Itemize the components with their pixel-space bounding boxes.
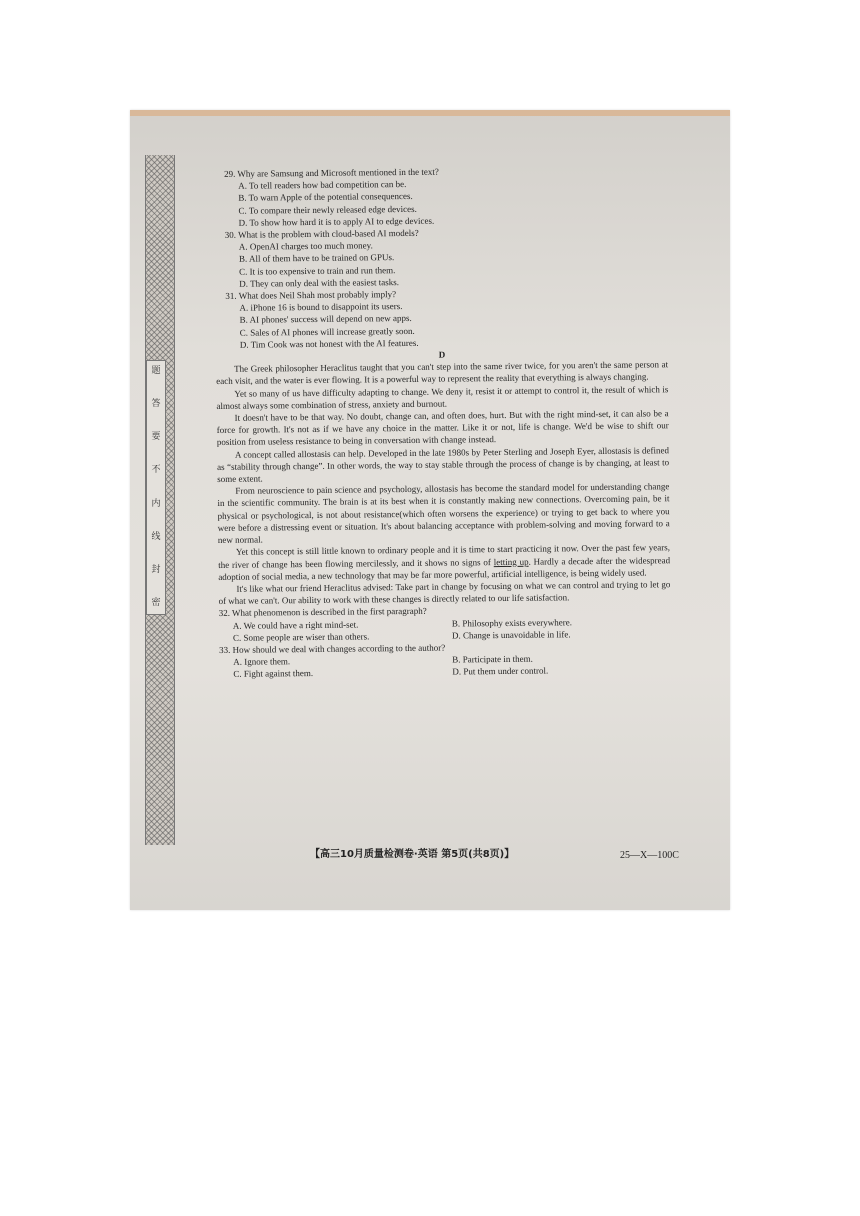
passage-paragraph: It doesn't have to be that way. No doubt, change can, and often does, hurt. But with the right mind-set, it can also be a force for growth. It's not as if we have any choice in the matter. Like it or not, life is change. We'd be wise to shift our position from useless resistance to being in conversation with change instead. (216, 408, 669, 448)
text-span: . Hardly a decade after the widespread adoption of social media, a new technology that may be far more powerful, artificial intelligence, is being widely used. (218, 554, 671, 582)
option: C. It is too expensive to train and run them. (239, 264, 396, 277)
notice-char: 密 (151, 597, 161, 608)
page-footer: 【高三10月质量检测卷·英语 第5页(共8页)】 (310, 849, 515, 860)
exam-page (130, 110, 730, 910)
option: D. Tim Cook was not honest with the AI features. (239, 337, 419, 350)
underlined-phrase: letting up (493, 556, 529, 567)
question-stem: 30. What is the problem with cloud-based AI models? (224, 227, 419, 240)
page-content (214, 163, 671, 680)
question-29 (224, 163, 667, 229)
page-top-edge (130, 110, 730, 116)
passage-paragraph: From neuroscience to pain science and psychology, allostasis has become the standard model for understanding change in the scientific community. The brain is at its best when it is constantly making new connections. Overcoming pain, be it physical or psychological, is not about resistance(which often worsens the experience) or trying to get back to where you were before a distressing event or situation. It's about balancing acceptance with problem-solving and moving forward to a new normal. (217, 481, 670, 546)
questions-29-31 (224, 163, 668, 351)
option: A. iPhone 16 is bound to disappoint its users. (239, 301, 403, 313)
option-grid (233, 615, 671, 644)
questions-32-33 (219, 603, 672, 681)
section-label: D (438, 349, 446, 360)
option: B. AI phones' success will depend on new apps. (239, 313, 412, 326)
exam-code: 25—X—100C (620, 850, 679, 861)
notice-char: 内 (151, 498, 161, 509)
question-33 (219, 639, 671, 680)
option: C. Fight against them. (233, 668, 314, 680)
passage-paragraph: Yet so many of us have difficulty adapting to change. We deny it, resist it or attempt to control it, the result of which is almost always some combination of stress, anxiety and burnout. (216, 383, 669, 411)
notice-char: 线 (151, 531, 161, 542)
notice-char: 不 (151, 465, 161, 476)
option: D. They can only deal with the easiest tasks. (239, 276, 400, 289)
option: B. Philosophy exists everywhere. (451, 616, 573, 629)
notice-char: 答 (151, 399, 161, 410)
notice-char: 要 (151, 432, 161, 443)
question-stem: 29. Why are Samsung and Microsoft mentioned in the text? (224, 166, 439, 179)
option: D. To show how hard it is to apply AI to edge devices. (238, 215, 435, 228)
passage-paragraph (218, 542, 670, 583)
option: A. We could have a right mind-set. (232, 619, 359, 631)
option: B. To warn Apple of the potential consequences. (238, 191, 413, 204)
option: B. All of them have to be trained on GPUs. (238, 252, 395, 265)
seal-line-notice (146, 360, 166, 615)
question-31 (225, 285, 668, 351)
question-stem: 32. What phenomenon is described in the first paragraph? (218, 606, 427, 619)
text-span: Yet this concept is still little known to ordinary people and it is time to start practicing it now. Over the past few years, the river of change has been flowing mercilessly, and it shows no signs of (218, 542, 671, 570)
option: C. Some people are wiser than others. (232, 631, 370, 643)
passage-paragraph: A concept called allostasis can help. Developed in the late 1980s by Peter Sterling and Joseph Eyer, allostasis is defined as “stability through change”. In other words, the way to stay stable through the process of change is by changing, at least to some extent. (217, 444, 670, 485)
passage-paragraph: The Greek philosopher Heraclitus taught that you can't step into the same river twice, for you aren't the same person at each visit, and the water is ever flowing. It is a powerful way to represent the reality that everything is always changing. (216, 359, 669, 387)
notice-char: 封 (151, 564, 161, 575)
question-stem: 33. How should we deal with changes according to the author? (218, 642, 446, 655)
option-grid (233, 651, 671, 680)
option: C. To compare their newly released edge devices. (238, 203, 417, 216)
option: B. Participate in them. (452, 653, 533, 665)
option: D. Put them under control. (452, 665, 549, 677)
passage-paragraph: It's like what our friend Heraclitus advised: Take part in change by focusing on what we can control and trying to let go of what we can't. Our ability to work with these changes is directly related to our life satisfaction. (218, 579, 671, 607)
option: A. OpenAI charges too much money. (238, 240, 373, 252)
question-32 (219, 603, 671, 644)
option: D. Change is unavoidable in life. (451, 629, 571, 641)
question-stem: 31. What does Neil Shah most probably imply? (225, 289, 397, 301)
question-30 (225, 224, 668, 290)
notice-char: 题 (151, 366, 161, 376)
option: A. To tell readers how bad competition can be. (238, 179, 407, 191)
option: A. Ignore them. (233, 656, 291, 667)
option: C. Sales of AI phones will increase greatly soon. (239, 325, 415, 338)
